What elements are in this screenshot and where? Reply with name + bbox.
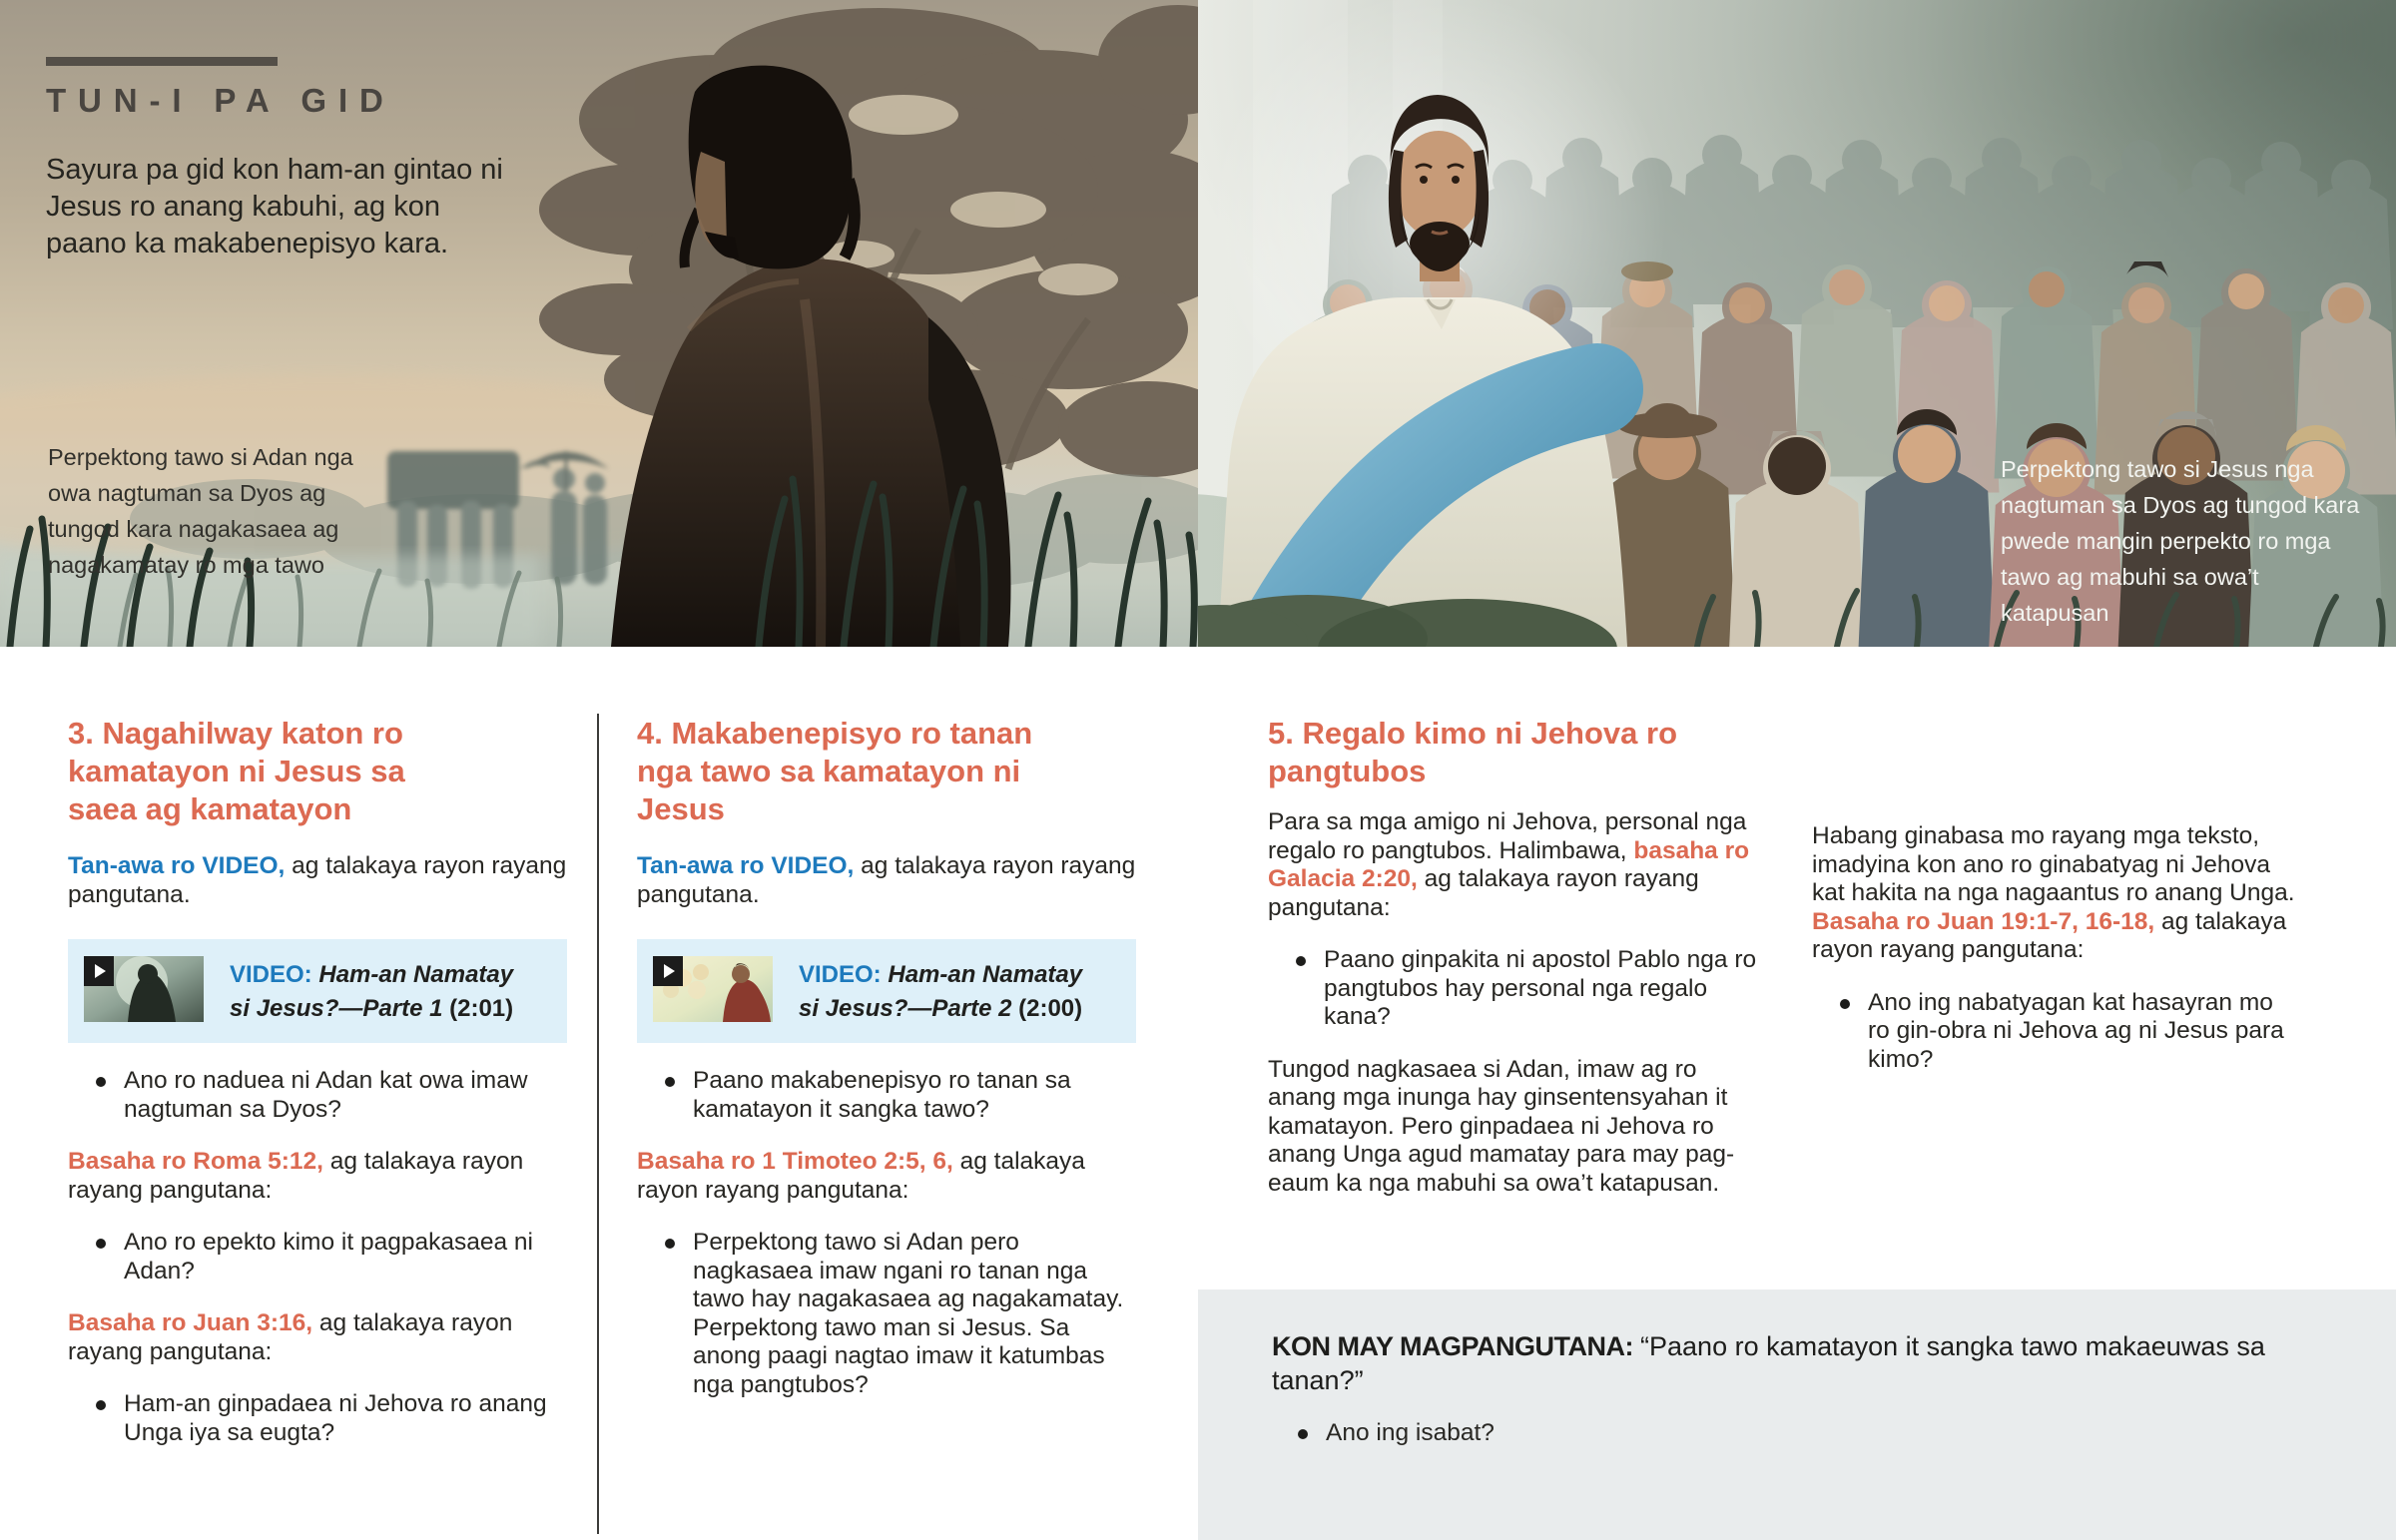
if-someone-asks-box <box>1198 1289 2396 1540</box>
bullet-dot <box>665 1077 675 1087</box>
bullet-dot <box>96 1239 106 1249</box>
watch-video-link[interactable]: Tan-awa ro VIDEO, <box>637 852 855 879</box>
video-card-part2[interactable] <box>637 939 1136 1043</box>
if-someone-asks-quote: “Paano ro kamatayon it sangka tawo makaeuwas sa tanan?” <box>1272 1331 2265 1395</box>
paragraph-text: ag talakaya rayon rayang pangutana: <box>1812 907 2287 963</box>
discussion-question <box>1840 989 2301 1075</box>
lesson-intro-text: Sayura pa gid kon ham-an gintao ni Jesus ro anang kabuhi, ag kon paano ka makabenepisyo kara. <box>46 154 503 259</box>
scripture-lead <box>68 1148 567 1205</box>
section-5-paragraph-3 <box>1812 822 2301 965</box>
jesus-figure <box>1208 0 1667 647</box>
scripture-ref[interactable]: Basaha ro Juan 19:1-7, 16-18, <box>1812 907 2155 935</box>
hero-illustration <box>0 0 2396 647</box>
question-text: Ano ro naduea ni Adan kat owa imaw nagtuman sa Dyos? <box>124 1067 528 1123</box>
discussion-question <box>665 1229 1136 1399</box>
question-text: Paano makabenepisyo ro tanan sa kamatayon it sangka tawo? <box>693 1067 1071 1123</box>
paragraph-text: Para sa mga amigo ni Jehova, personal nga regalo ro pangtubos. Halimbawa, <box>1268 808 1747 864</box>
question-text: Perpektong tawo si Adan pero nagkasaea imaw ngani ro tanan nga tawo hay nagakasaea ag nagakamatay. Perpektong tawo man si Jesus. Sa anong paagi nagtao imaw it katumbas nga pangtubos? <box>693 1229 1124 1398</box>
play-icon[interactable] <box>653 956 683 986</box>
paragraph-text: ag talakaya rayon rayang pangutana: <box>1268 865 1699 921</box>
column-divider <box>597 714 599 1534</box>
scripture-lead <box>637 1148 1136 1205</box>
if-someone-asks-label: KON MAY MAGPANGUTANA: <box>1272 1331 1641 1361</box>
discussion-question <box>96 1229 567 1285</box>
scripture-lead-rest: ag talakaya rayon rayang pangutana: <box>68 1148 524 1204</box>
scripture-ref[interactable]: Basaha ro Juan 3:16, <box>68 1309 313 1336</box>
kicker-label: TUN-I PA GID <box>46 82 395 119</box>
discussion-question <box>96 1390 567 1447</box>
bullet-dot <box>96 1400 106 1410</box>
watch-video-link[interactable]: Tan-awa ro VIDEO, <box>68 852 286 879</box>
question-text: Ham-an ginpadaea ni Jehova ro anang Unga iya sa eugta? <box>124 1390 547 1446</box>
question-text: Ano ro epekto kimo it pagpakasaea ni Adan? <box>124 1229 533 1284</box>
watch-video-lead <box>68 852 567 909</box>
watch-video-rest: ag talakaya rayon rayang pangutana. <box>68 852 567 908</box>
video-title: Ham-an Namatay si Jesus?—Parte 1 <box>230 961 514 1022</box>
question-text: Paano ginpakita ni apostol Pablo nga ro pangtubos hay personal nga regalo kana? <box>1324 946 1757 1030</box>
scripture-lead-rest: ag talakaya rayon rayang pangutana: <box>68 1309 513 1365</box>
section-3-heading: 3. Nagahilway katon ro kamatayon ni Jesus sa saea ag kamatayon <box>68 716 405 826</box>
scripture-ref[interactable]: Basaha ro 1 Timoteo 2:5, 6, <box>637 1148 953 1175</box>
watch-video-lead <box>637 852 1136 909</box>
section-5-heading: 5. Regalo kimo ni Jehova ro pangtubos <box>1268 716 1678 788</box>
scripture-lead-rest: ag talakaya rayon rayang pangutana: <box>637 1148 1085 1204</box>
bullet-dot <box>665 1239 675 1249</box>
section-5 <box>1268 715 1767 1198</box>
scripture-lead <box>68 1309 567 1366</box>
section-4 <box>637 715 1136 1399</box>
kicker-rule <box>46 57 278 66</box>
paragraph-text: Habang ginabasa mo rayang mga teksto, imadyina kon ano ro ginabatyag ni Jehova kat hakita na nga nagaantus ro anang Unga. <box>1812 822 2295 906</box>
video-label: VIDEO: <box>230 961 312 988</box>
scripture-ref[interactable]: basaha ro Galacia 2:20, <box>1268 836 1750 892</box>
section-5-paragraph-2: Tungod nagkasaea si Adan, imaw ag ro anang mga inunga hay ginsentensyahan it kamatayon. Pero ginpadaea ni Jehova ro anang Unga agud mamatay para may pag-eaum ka nga mabuhi sa owa’t katapusan. <box>1268 1055 1735 1197</box>
section-4-heading: 4. Makabenepisyo ro tanan nga tawo sa kamatayon ni Jesus <box>637 716 1033 826</box>
discussion-question <box>96 1067 567 1124</box>
video-duration: (2:01) <box>449 995 514 1022</box>
discussion-question <box>1298 1419 2336 1447</box>
video-thumbnail[interactable] <box>653 956 773 1022</box>
video-title-block <box>230 956 539 1026</box>
video-title: Ham-an Namatay si Jesus?—Parte 2 <box>799 961 1083 1022</box>
scripture-ref[interactable]: Basaha ro Roma 5:12, <box>68 1148 323 1175</box>
video-label: VIDEO: <box>799 961 882 988</box>
video-duration: (2:00) <box>1018 995 1083 1022</box>
video-thumbnail[interactable] <box>84 956 204 1022</box>
section-5-paragraph-1 <box>1268 808 1767 922</box>
video-title-block <box>799 956 1108 1026</box>
bullet-dot <box>1298 1429 1308 1439</box>
watch-video-rest: ag talakaya rayon rayang pangutana. <box>637 852 1136 908</box>
play-icon[interactable] <box>84 956 114 986</box>
video-card-part1[interactable] <box>68 939 567 1043</box>
bullet-dot <box>1296 956 1306 966</box>
adam-caption: Perpektong tawo si Adan nga owa nagtuman sa Dyos ag tungod kara nagakasaea ag nagakamatay ro mga tawo <box>48 444 353 578</box>
bullet-dot <box>1840 999 1850 1009</box>
discussion-question <box>1296 946 1767 1032</box>
question-text: Ano ing nabatyagan kat hasayran mo ro gin-obra ni Jehova ag ni Jesus para kimo? <box>1868 988 2284 1073</box>
section-3 <box>68 715 567 1447</box>
discussion-question <box>665 1067 1136 1124</box>
bullet-dot <box>96 1077 106 1087</box>
jesus-caption: Perpektong tawo si Jesus nga nagtuman sa Dyos ag tungod kara pwede mangin perpekto ro mga tawo ag mabuhi sa owa’t katapusan <box>2001 456 2360 626</box>
section-5-continued <box>1812 822 2301 1074</box>
question-text: Ano ing isabat? <box>1326 1419 1495 1446</box>
if-someone-asks-line <box>1272 1329 2336 1397</box>
